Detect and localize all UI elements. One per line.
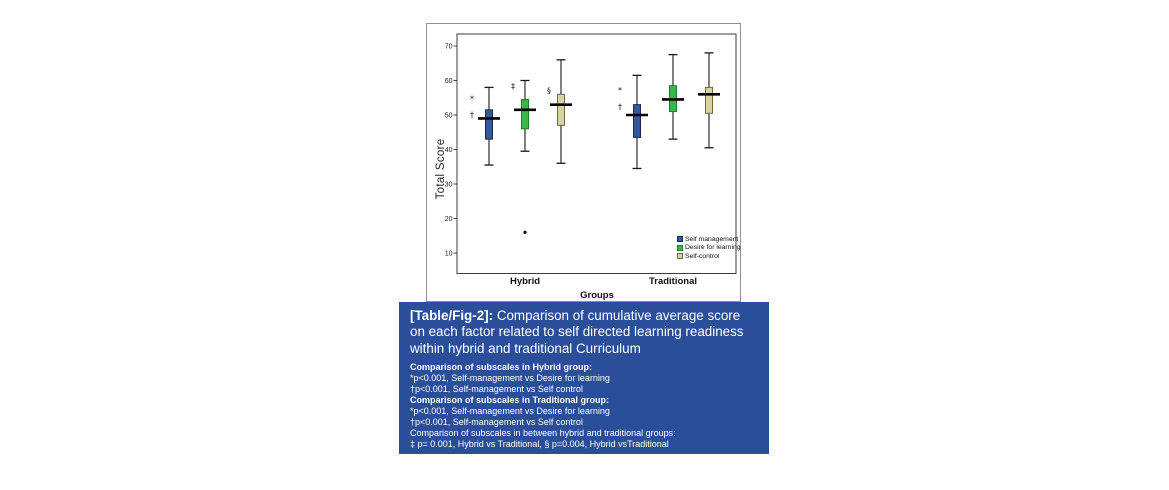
caption-footnote-line: *p<0.001, Self-management vs Desire for learning [410, 373, 610, 384]
significance-marker: ‡ [511, 81, 515, 91]
y-tick-label: 40 [444, 146, 453, 154]
y-tick-label: 30 [444, 181, 453, 189]
legend-label: Self management [685, 235, 739, 243]
y-axis-title: Total Score [435, 138, 447, 200]
box [522, 99, 529, 128]
figure-caption-tag: [Table/Fig-2]: [410, 308, 494, 323]
box [634, 105, 641, 138]
caption-footnote-line: Comparison of subscales in Hybrid group: [410, 362, 593, 373]
significance-marker: * [618, 85, 622, 95]
legend-label: Desire for learning [685, 244, 741, 252]
legend-item-self-management [677, 235, 741, 244]
figure-chart-panel [426, 23, 741, 302]
y-tick-label: 10 [444, 250, 453, 258]
figure-caption-text: Comparison of cumulative average score on each factor related to self directed learning readiness within hybrid and traditional Curriculum [410, 308, 744, 356]
x-axis-title: Groups [580, 290, 614, 301]
significance-marker: † [470, 110, 474, 120]
box [558, 94, 565, 125]
caption-footnote-line: †p<0.001, Self-management vs Self control [410, 417, 583, 428]
figure-caption-title [410, 308, 758, 357]
box [486, 110, 493, 139]
legend-swatch-green-icon [677, 245, 683, 251]
figure-caption-footnotes [410, 362, 758, 450]
figure-caption-box [399, 302, 769, 454]
x-category-traditional: Traditional [648, 276, 698, 287]
legend-label: Self-control [685, 252, 720, 260]
legend-item-desire-for-learning [677, 244, 741, 253]
caption-footnote-line: Comparison of subscales in Traditional group: [410, 395, 610, 406]
y-tick-label: 60 [444, 77, 453, 85]
caption-footnote-line: †p<0.001, Self-management vs Self control [410, 384, 583, 395]
y-tick-label: 20 [444, 215, 453, 223]
y-tick-label: 70 [444, 43, 453, 51]
legend-swatch-tan-icon [677, 253, 683, 259]
legend-item-self-control [677, 252, 741, 261]
chart-legend [677, 235, 741, 261]
significance-marker: § [547, 86, 551, 96]
caption-footnote-line: ‡ p= 0.001, Hybrid vs Traditional, § p=0.004, Hybrid vsTraditional [410, 439, 669, 450]
caption-footnote-line: Comparison of subscales in between hybrid and traditional groups: [410, 428, 676, 439]
x-category-hybrid: Hybrid [509, 276, 541, 287]
caption-footnote-line: *p<0.001, Self-management vs Desire for learning [410, 406, 610, 417]
significance-marker: † [618, 102, 622, 112]
y-tick-label: 50 [444, 112, 453, 120]
box [706, 87, 713, 113]
legend-swatch-blue-icon [677, 236, 683, 242]
significance-marker: * [470, 94, 474, 104]
outlier-point [523, 231, 526, 234]
